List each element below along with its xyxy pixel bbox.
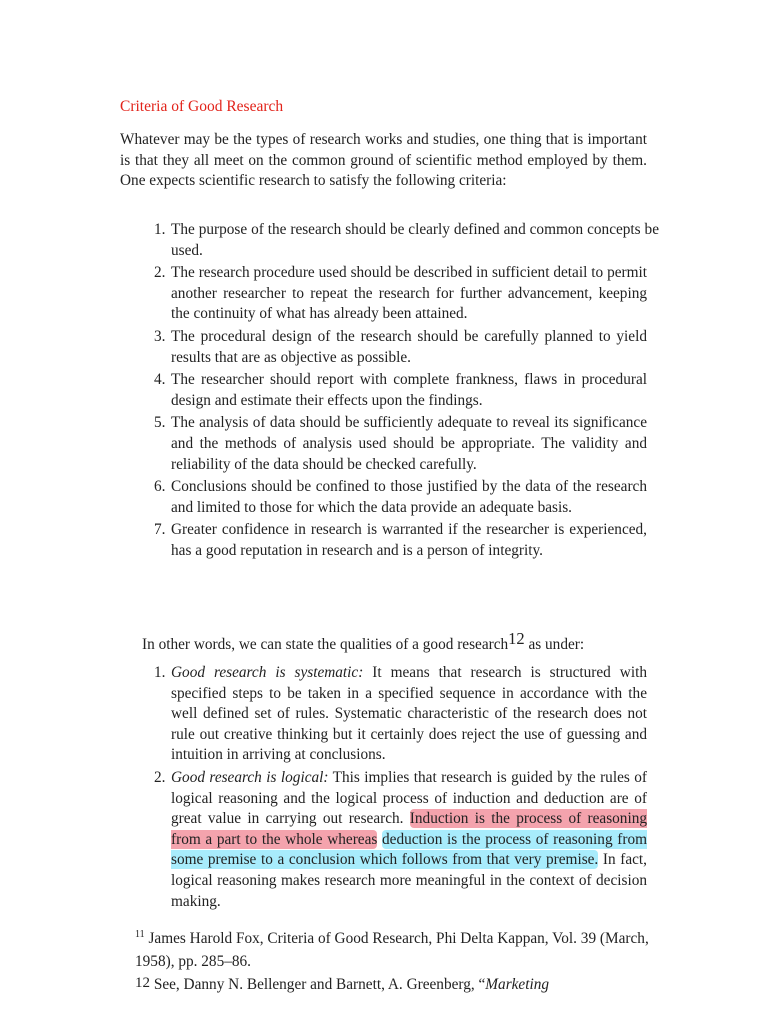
criteria-item [148,263,647,325]
list-number: 4. [154,371,166,389]
criteria-item [148,220,659,261]
list-number: 5. [154,414,166,432]
section-heading: Criteria of Good Research [120,98,284,115]
quality-text: It means that research is structured with specified steps to be taken in a specified sequence in accordance with the well defined set of rules. Systematic characteristic of the research does not rule out creative thinking but it certainly does reject the use of guessing and intuition in arriving at conclusions. [171,664,647,764]
footnote-mark: 11 [135,929,145,940]
criteria-item [148,477,647,518]
criteria-item [148,413,647,475]
list-number: 1. [154,664,166,681]
list-number: 2. [154,264,166,282]
footnote-mark: 12 [135,975,150,991]
footnote-text: James Harold Fox, Criteria of Good Research, Phi Delta Kappan, Vol. 39 (March, 1958), pp. 285–86. [135,930,649,970]
criteria-text: The purpose of the research should be clearly defined and common concepts be used. [171,221,659,259]
highlight-deduction: deduction is the process of reasoning from some premise to a conclusion which follows from that very premise. [171,830,648,869]
list-number: 6. [154,478,166,496]
criteria-text: The procedural design of the research should be carefully planned to yield results that are as objective as possible. [171,327,647,366]
list-number: 2. [154,768,166,786]
list-number: 7. [154,521,166,539]
quality-text-end: In fact, logical reasoning makes research more meaningful in the context of decision making. [171,851,647,910]
criteria-text: The analysis of data should be sufficiently adequate to reveal its significance and the methods of analysis used should be appropriate. The validity and reliability of the data should be checked carefully. [171,414,647,473]
criteria-text: The research procedure used should be described in sufficient detail to permit another researcher to repeat the research for further advancement, keeping the continuity of what has already been attained. [171,264,647,323]
criteria-item [148,327,647,368]
qualities-list [148,663,647,914]
footnote-11 [135,929,655,972]
qualities-intro-text: In other words, we can state the qualities of a good research [142,636,509,653]
qualities-intro-suffix: as under: [524,636,585,653]
list-number: 3. [154,327,166,345]
criteria-item [148,520,647,561]
intro-paragraph: Whatever may be the types of research works and studies, one thing that is important is that they all meet on the common ground of scientific method employed by them. One expects scientific research to satisfy the following criteria: [120,131,647,190]
criteria-text: The researcher should report with complete frankness, flaws in procedural design and estimate their effects upon the findings. [171,371,647,409]
highlight-induction: Induction is the process of reasoning from a part to the whole whereas [171,810,647,848]
footnote-text: See, Danny N. Bellenger and Barnett, A. Greenberg, “ [150,976,486,993]
quality-item [148,663,647,766]
list-number: 1. [154,221,166,238]
criteria-list [148,220,659,564]
quality-text: This implies that research is guided by the rules of logical reasoning and the logical process of induction and deduction are of great value in carrying out research. [171,768,647,828]
criteria-text: Conclusions should be confined to those justified by the data of the research and limited to those for which the data provide an adequate basis. [171,478,647,516]
footnote-reference-12: 12 [508,629,525,648]
qualities-intro [142,629,662,656]
criteria-text: Greater confidence in research is warranted if the researcher is experienced, has a good reputation in research and is a person of integrity. [171,521,647,559]
footnote-italic-text: Marketing [485,976,550,993]
criteria-item [148,370,647,411]
quality-title: Good research is systematic: [171,664,364,681]
quality-item [148,768,647,912]
quality-title: Good research is logical: [171,768,329,786]
footnote-12 [135,975,655,996]
